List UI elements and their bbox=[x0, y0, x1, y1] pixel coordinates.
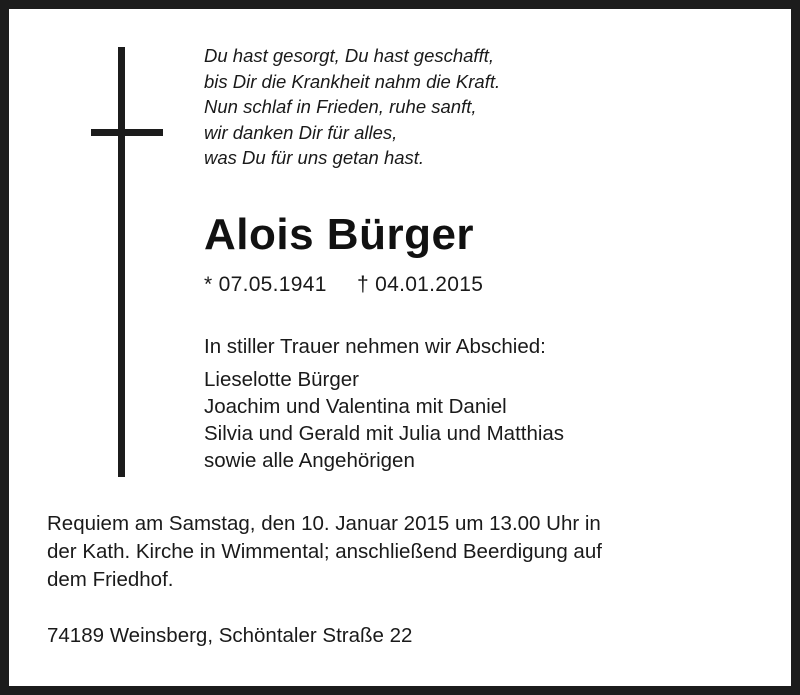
mourner-line: Lieselotte Bürger bbox=[204, 367, 359, 391]
mourner-line: Silvia und Gerald mit Julia und Matthias bbox=[204, 421, 565, 445]
mourning-intro: In stiller Trauer nehmen wir Abschied: bbox=[204, 334, 546, 358]
memorial-poem bbox=[204, 43, 761, 171]
service-line: Requiem am Samstag, den 10. Januar 2015 um 13.00 Uhr in bbox=[47, 511, 601, 535]
mourners-list bbox=[204, 366, 761, 474]
life-dates bbox=[204, 273, 761, 297]
birth-date: * 07.05.1941 bbox=[204, 272, 327, 296]
family-address: 74189 Weinsberg, Schöntaler Straße 22 bbox=[47, 623, 413, 647]
poem-line: wir danken Dir für alles, bbox=[204, 121, 398, 143]
poem-line: Du hast gesorgt, Du hast geschafft, bbox=[204, 45, 494, 66]
mourner-line: sowie alle Angehörigen bbox=[204, 448, 415, 472]
deceased-name: Alois Bürger bbox=[204, 209, 475, 259]
poem-line: Nun schlaf in Frieden, ruhe sanft, bbox=[204, 96, 477, 117]
service-line: der Kath. Kirche in Wimmental; anschließend Beerdigung auf bbox=[47, 539, 602, 563]
cross-vertical-bar bbox=[118, 47, 125, 477]
cross-horizontal-bar bbox=[91, 129, 163, 136]
obituary-upper-block bbox=[204, 31, 761, 474]
obituary-inner bbox=[9, 9, 791, 686]
obituary-lower-block bbox=[47, 510, 761, 648]
service-line: dem Friedhof. bbox=[47, 567, 174, 591]
death-date: † 04.01.2015 bbox=[357, 272, 484, 296]
funeral-service-details bbox=[47, 510, 761, 594]
poem-line: bis Dir die Krankheit nahm die Kraft. bbox=[204, 70, 501, 92]
mourner-line: Joachim und Valentina mit Daniel bbox=[204, 394, 507, 418]
christian-cross-icon bbox=[91, 47, 163, 477]
poem-line: was Du für uns getan hast. bbox=[204, 147, 425, 168]
